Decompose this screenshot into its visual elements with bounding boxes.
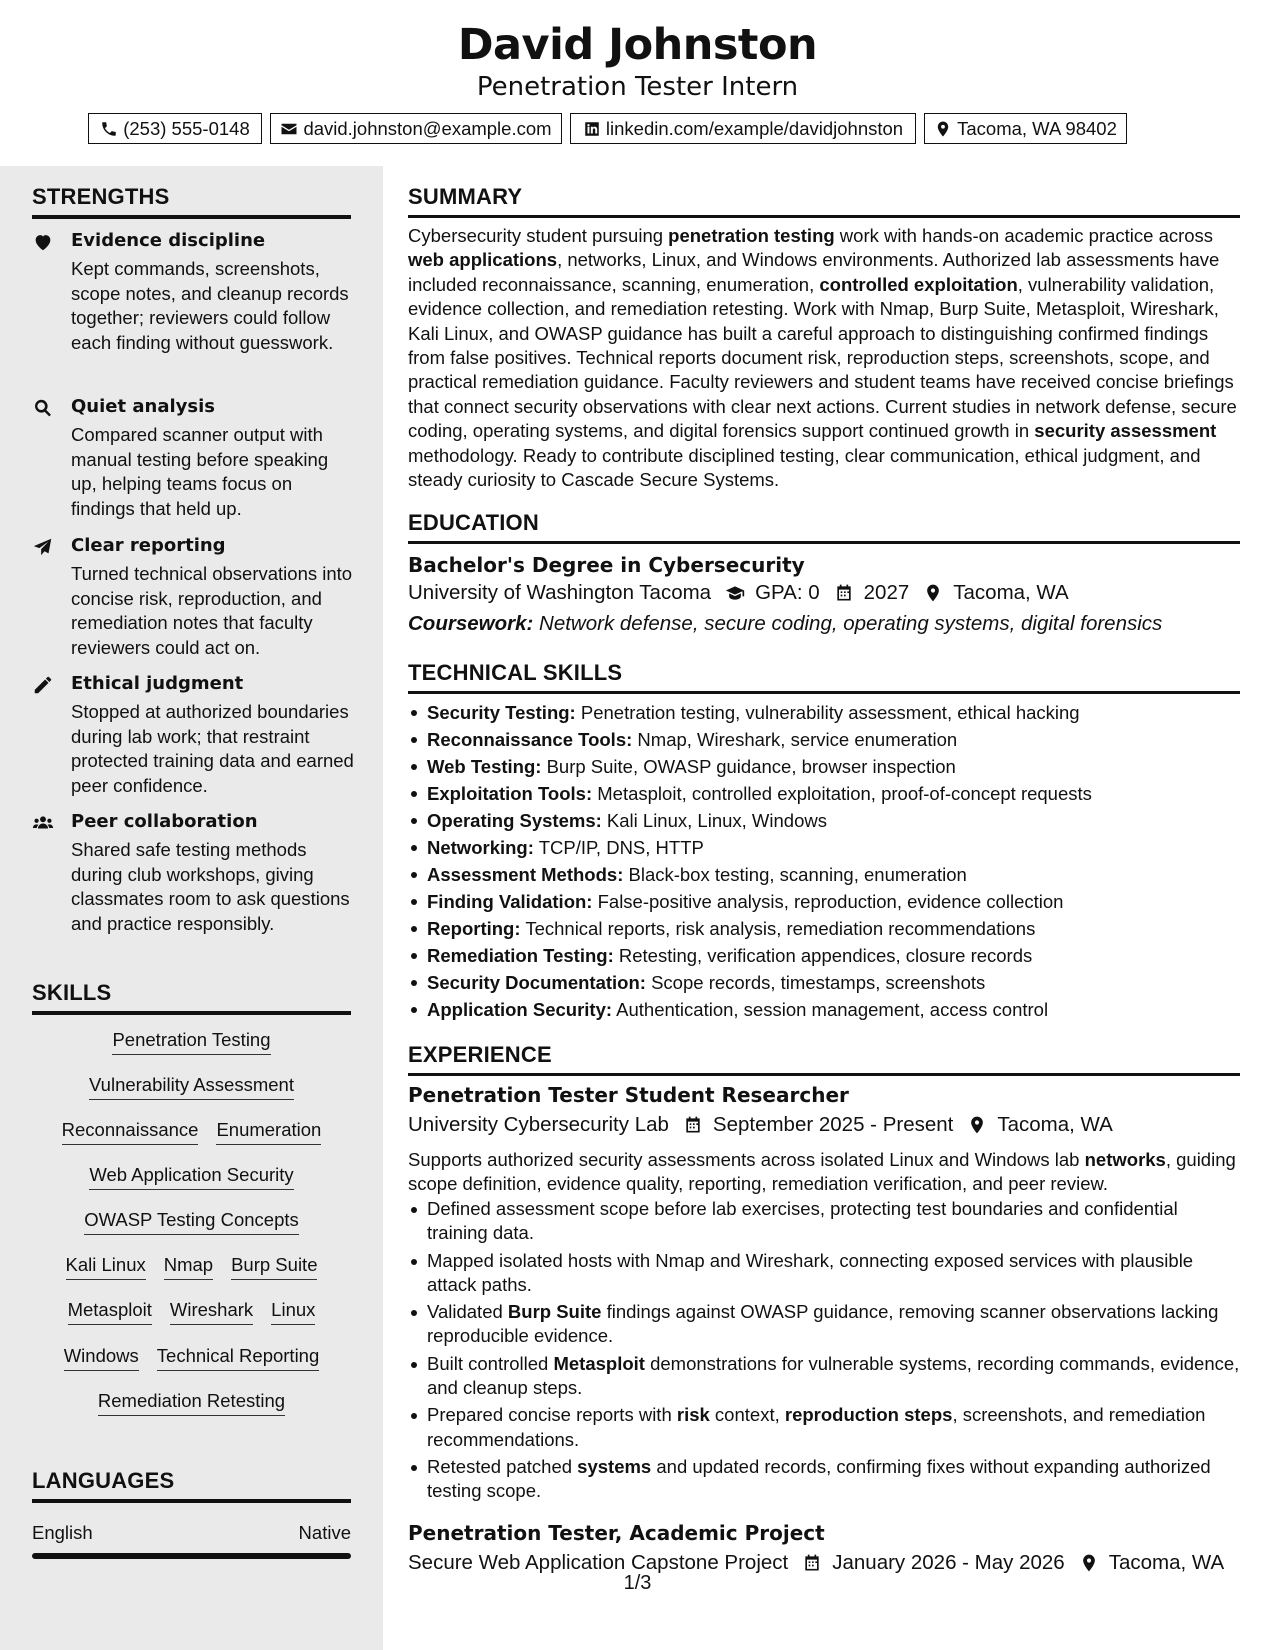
strength-text: Stopped at authorized boundaries during lab work; that restraint protected training data and earned peer confidence. — [71, 701, 354, 796]
chip-row — [32, 1164, 351, 1190]
strength-text: Kept commands, screenshots, scope notes, and cleanup records together; reviewers could follow each finding without guesswork. — [71, 258, 349, 353]
language-name: English — [32, 1522, 93, 1543]
skill-chip: Penetration Testing — [112, 1029, 270, 1055]
contact-email-text: david.johnston@example.com — [303, 117, 552, 139]
technical-skills-section — [408, 660, 1240, 694]
contact-phone[interactable] — [88, 113, 262, 144]
list-item: Assessment Methods: Black-box testing, scanning, enumeration — [408, 861, 1240, 888]
languages-section — [32, 1468, 351, 1503]
list-item: Security Documentation: Scope records, timestamps, screenshots — [408, 969, 1240, 996]
pencil-icon — [32, 674, 54, 696]
job-organization: Secure Web Application Capstone Project — [408, 1551, 789, 1574]
strength-text: Compared scanner output with manual testing before speaking up, helping teams focus on findings that held up. — [71, 424, 329, 519]
skill-chip: Wireshark — [170, 1299, 253, 1325]
map-pin-icon — [923, 583, 943, 603]
language-level: Native — [298, 1522, 351, 1543]
list-item: Operating Systems: Kali Linux, Linux, Windows — [408, 807, 1240, 834]
summary-rule — [408, 215, 1240, 218]
chip-row — [32, 1074, 351, 1100]
coursework: Coursework: Network defense, secure coding, operating systems, digital forensics — [408, 612, 1163, 635]
calendar-icon — [683, 1115, 703, 1135]
list-item: Mapped isolated hosts with Nmap and Wireshark, connecting exposed services with plausible attack paths. — [408, 1249, 1240, 1298]
strength-title: Quiet analysis — [71, 396, 215, 417]
chip-row — [32, 1299, 351, 1325]
skills-section — [32, 980, 351, 1015]
technical-skills-rule — [408, 691, 1240, 694]
skill-chip: Reconnaissance — [62, 1119, 199, 1145]
experience-rule — [408, 1073, 1240, 1076]
degree-title: Bachelor's Degree in Cybersecurity — [408, 553, 805, 577]
chip-row — [32, 1029, 351, 1055]
school-name: University of Washington Tacoma — [408, 581, 712, 604]
strength-text: Shared safe testing methods during club workshops, giving classmates room to ask questions and practice responsibly. — [71, 839, 350, 934]
school-location: Tacoma, WA — [953, 581, 1069, 604]
map-pin-icon — [1079, 1553, 1099, 1573]
calendar-icon — [834, 583, 854, 603]
skill-chip: Web Application Security — [89, 1164, 293, 1190]
skill-chip: Burp Suite — [231, 1254, 317, 1280]
summary-text: Cybersecurity student pursuing penetration testing work with hands-on academic practice across web applications, networks, Linux, and Windows environments. Authorized lab assessments have included reconnaissance, scanning, enumeration, controlled exploitation, vulnerability validation, evidence collection, and remediation retesting. Work with Nmap, Burp Suite, Metasploit, Wireshark, Kali Linux, and OWASP guidance has built a careful approach to distinguishing confirmed findings from false positives. Technical reports document risk, reproduction steps, screenshots, scope, and practical remediation guidance. Faculty reviewers and student teams have received concise briefings that connect security observations with clear next actions. Current studies in network defense, secure coding, operating systems, and digital forensics support continued growth in security assessment methodology. Ready to contribute disciplined testing, clear communication, ethical judgment, and steady curiosity to Cascade Secure Systems. — [408, 225, 1237, 491]
strength-title: Evidence discipline — [71, 230, 266, 251]
job-location: Tacoma, WA — [997, 1113, 1113, 1136]
contact-linkedin-text: linkedin.com/example/davidjohnston — [605, 117, 904, 139]
phone-icon — [100, 120, 118, 138]
search-icon — [32, 397, 54, 419]
language-proficiency-bar — [32, 1553, 351, 1559]
list-item: Application Security: Authentication, session management, access control — [408, 996, 1240, 1023]
languages-heading: LANGUAGES — [32, 1468, 175, 1493]
job-title: Penetration Tester, Academic Project — [408, 1521, 825, 1545]
linkedin-icon — [583, 120, 601, 138]
list-item: Networking: TCP/IP, DNS, HTTP — [408, 834, 1240, 861]
list-item: Security Testing: Penetration testing, vulnerability assessment, ethical hacking — [408, 699, 1240, 726]
skill-chip: Windows — [64, 1345, 139, 1371]
job-meta — [408, 1113, 1113, 1137]
job-location: Tacoma, WA — [1108, 1551, 1225, 1574]
envelope-icon — [280, 120, 298, 138]
education-rule — [408, 541, 1240, 544]
education-section — [408, 510, 1240, 544]
gpa: GPA: 0 — [755, 581, 820, 604]
resume-header — [0, 0, 1275, 166]
list-item: Remediation Testing: Retesting, verification appendices, closure records — [408, 942, 1240, 969]
education-heading: EDUCATION — [408, 510, 539, 535]
candidate-name: David Johnston — [457, 20, 818, 70]
calendar-icon — [802, 1553, 822, 1573]
technical-skills-list — [408, 699, 1240, 1023]
job-organization: University Cybersecurity Lab — [408, 1113, 669, 1136]
skill-chip: OWASP Testing Concepts — [84, 1209, 299, 1235]
skill-chip: Technical Reporting — [157, 1345, 319, 1371]
chip-row — [32, 1345, 351, 1371]
contact-location — [924, 113, 1127, 144]
skill-chip: Kali Linux — [66, 1254, 146, 1280]
list-item: Defined assessment scope before lab exercises, protecting test boundaries and confidential training data. — [408, 1197, 1240, 1246]
job-title: Penetration Tester Student Researcher — [408, 1083, 849, 1107]
chip-row — [32, 1254, 351, 1280]
skill-chip: Metasploit — [68, 1299, 152, 1325]
job-dates: January 2026 - May 2026 — [832, 1551, 1065, 1574]
graduation-cap-icon — [725, 583, 745, 603]
skill-chip: Enumeration — [216, 1119, 321, 1145]
map-pin-icon — [967, 1115, 987, 1135]
strengths-section — [32, 184, 354, 934]
strengths-rule — [32, 215, 351, 219]
graduation-year: 2027 — [863, 581, 910, 604]
list-item: Validated Burp Suite findings against OWASP guidance, removing scanner observations lacking reproducible evidence. — [408, 1300, 1240, 1349]
experience-heading: EXPERIENCE — [408, 1042, 552, 1067]
list-item: Retested patched systems and updated records, confirming fixes without expanding authorized testing scope. — [408, 1455, 1240, 1504]
list-item: Built controlled Metasploit demonstrations for vulnerable systems, recording commands, evidence, and cleanup steps. — [408, 1352, 1240, 1401]
contact-phone-text: (253) 555-0148 — [123, 117, 250, 139]
skill-chip: Vulnerability Assessment — [89, 1074, 294, 1100]
languages-rule — [32, 1499, 351, 1503]
chip-row — [32, 1209, 351, 1235]
users-icon — [32, 812, 54, 834]
strengths-heading: STRENGTHS — [32, 184, 170, 209]
contact-email[interactable] — [270, 113, 562, 144]
chip-row — [32, 1119, 351, 1145]
list-item: Web Testing: Burp Suite, OWASP guidance, browser inspection — [408, 753, 1240, 780]
strength-title: Ethical judgment — [71, 673, 244, 694]
paper-plane-icon — [32, 536, 54, 558]
language-row — [32, 1522, 351, 1544]
contact-location-text: Tacoma, WA 98402 — [957, 117, 1117, 139]
list-item: Exploitation Tools: Metasploit, controlled exploitation, proof-of-concept requests — [408, 780, 1240, 807]
skills-rule — [32, 1011, 351, 1015]
sidebar — [0, 166, 383, 1650]
skill-chip: Linux — [271, 1299, 315, 1325]
list-item: Prepared concise reports with risk context, reproduction steps, screenshots, and remediation recommendations. — [408, 1403, 1240, 1452]
candidate-title: Penetration Tester Intern — [476, 72, 799, 102]
summary-section — [408, 184, 1240, 218]
skill-chip: Remediation Retesting — [98, 1390, 285, 1416]
contact-bar — [0, 113, 1275, 144]
skill-chip: Nmap — [164, 1254, 213, 1280]
map-pin-icon — [934, 120, 952, 138]
strength-title: Clear reporting — [71, 535, 226, 556]
strength-title: Peer collaboration — [71, 811, 258, 832]
list-item: Reporting: Technical reports, risk analysis, remediation recommendations — [408, 915, 1240, 942]
experience-section — [408, 1042, 1240, 1076]
skills-heading: SKILLS — [32, 980, 112, 1005]
heart-icon — [32, 231, 54, 253]
technical-skills-heading: TECHNICAL SKILLS — [408, 660, 623, 685]
list-item: Reconnaissance Tools: Nmap, Wireshark, service enumeration — [408, 726, 1240, 753]
strength-text: Turned technical observations into concise risk, reproduction, and remediation notes that faculty reviewers could act on. — [71, 563, 353, 658]
summary-heading: SUMMARY — [408, 184, 523, 209]
page-number: 1/3 — [623, 1572, 652, 1594]
list-item: Finding Validation: False-positive analysis, reproduction, evidence collection — [408, 888, 1240, 915]
job-dates: September 2025 - Present — [712, 1113, 954, 1136]
job-bullets — [408, 1197, 1240, 1507]
contact-linkedin[interactable] — [570, 113, 916, 144]
education-meta — [408, 581, 1069, 605]
job-intro: Supports authorized security assessments across isolated Linux and Windows lab networks, guiding scope definition, evidence quality, reporting, remediation verification, and peer review. — [408, 1149, 1236, 1195]
chip-row — [32, 1390, 351, 1416]
